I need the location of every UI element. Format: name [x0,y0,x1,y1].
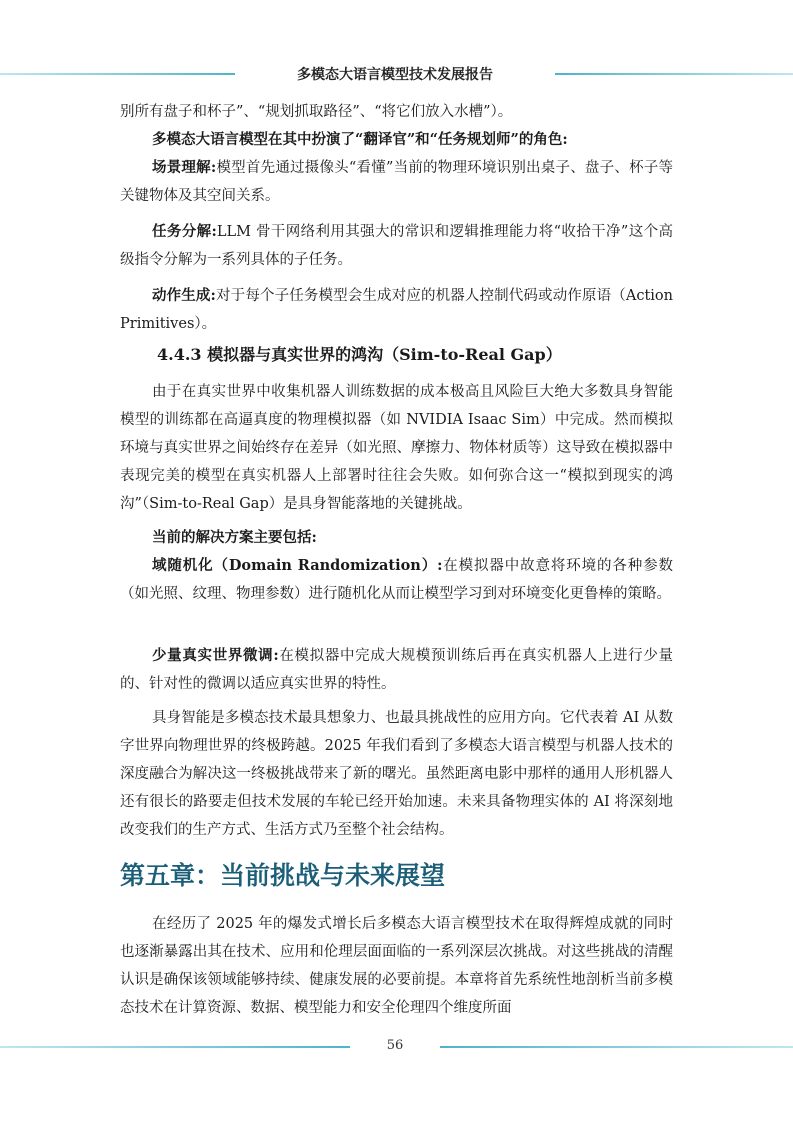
finetune-label: 少量真实世界微调: [152,647,279,664]
action-text: 对于每个子任务模型会生成对应的机器人控制代码或动作原语（Action Primitives）。 [120,288,673,332]
domain-rand-label: 域随机化（Domain Randomization）: [152,557,443,574]
role-intro: 多模态大语言模型在其中扮演了“翻译官”和“任务规划师”的角色: [152,131,568,148]
page-number: 56 [386,1038,404,1053]
continued-line: 别所有盘子和杯子”、“规划抓取路径”、“将它们放入水槽”）。 [120,104,513,120]
task-decomposition-paragraph [120,218,673,274]
domain-randomization-paragraph [120,552,673,608]
running-header-title: 多模态大语言模型技术发展报告 [297,67,493,83]
scene-label: 场景理解: [152,159,217,176]
solutions-intro: 当前的解决方案主要包括: [152,529,317,546]
finetune-text: 在模拟器中完成大规模预训练后再在真实机器人上进行少量的、针对性的微调以适应真实世界的特性。 [120,648,673,692]
action-label: 动作生成: [152,287,216,304]
footer-rule-right [440,1046,793,1048]
header-rule-left [0,73,235,75]
chapter-title: 第五章：当前挑战与未来展望 [120,861,446,890]
finetune-paragraph [120,642,673,698]
task-label: 任务分解: [152,223,217,240]
task-text: LLM 骨干网络利用其强大的常识和逻辑推理能力将“收拾干净”这个高级指令分解为一系列具体的子任务。 [120,224,673,268]
action-generation-paragraph [120,282,673,338]
scene-text: 模型首先通过摄像头“看懂”当前的物理环境识别出桌子、盘子、杯子等关键物体及其空间关系。 [120,160,674,204]
domain-rand-text: 在模拟器中故意将环境的各种参数（如光照、纹理、物理参数）进行随机化从而让模型学习到对环境变化更鲁棒的策略。 [120,558,674,602]
section-heading: 4.4.3 模拟器与真实世界的鸿沟（Sim-to-Real Gap） [157,345,562,364]
footer-rule-left [0,1046,350,1048]
chapter-intro-paragraph: 在经历了 2025 年的爆发式增长后多模态大语言模型技术在取得辉煌成就的同时也逐渐暴露出其在技术、应用和伦理层面面临的一系列深层次挑战。对这些挑战的清醒认识是确保该领域能够持续、健康发展的必要前提。本章将首先系统性地剖析当前多模态技术在计算资源、数据、模型能力和安全伦理四个维度所面 [120,916,673,1016]
scene-understanding-paragraph [120,154,673,210]
header-rule-right [555,73,793,75]
embodied-summary-paragraph: 具身智能是多模态技术最具想象力、也最具挑战性的应用方向。它代表着 AI 从数字世界向物理世界的终极跨越。2025 年我们看到了多模态大语言模型与机器人技术的深度融合为解决这一终极挑战带来了新的曙光。虽然距离电影中那样的通用人形机器人还有很长的路要走但技术发展的车轮已经开始加速。未来具备物理实体的 AI 将深刻地改变我们的生产方式、生活方式乃至整个社会结构。 [120,710,673,838]
sim-gap-paragraph: 由于在真实世界中收集机器人训练数据的成本极高且风险巨大绝大多数具身智能模型的训练都在高逼真度的物理模拟器（如 NVIDIA Isaac Sim）中完成。然而模拟环境与真实世界之间始终存在差异（如光照、摩擦力、物体材质等）这导致在模拟器中表现完美的模型在真实机器人上部署时往往会失败。如何弥合这一“模拟到现实的鸿沟”（Sim-to-Real Gap）是具身智能落地的关键挑战。 [120,384,673,512]
